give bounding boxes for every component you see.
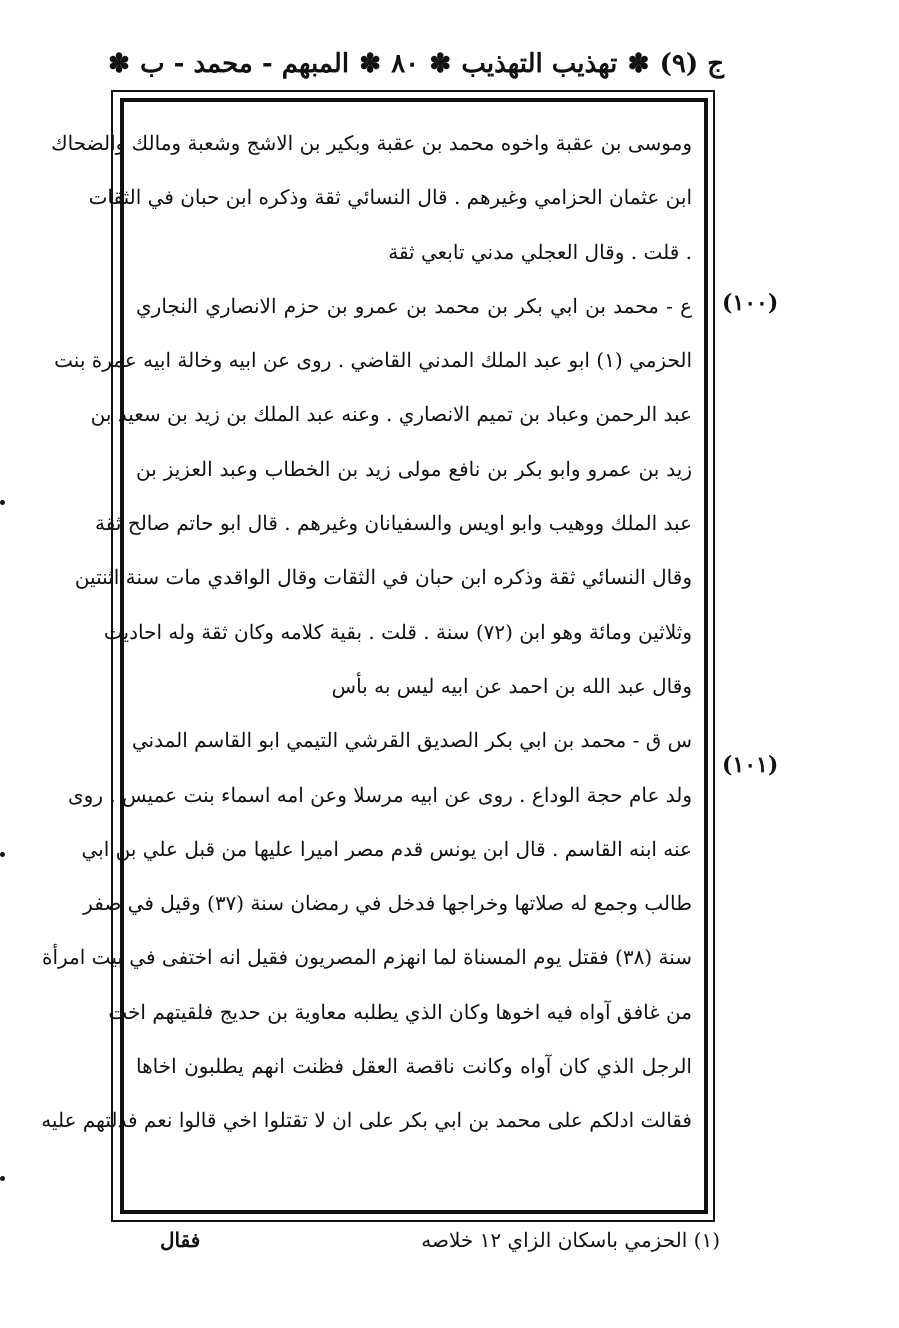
footnote: (١) الحزمي باسكان الزاي ١٢ خلاصه (421, 1228, 720, 1252)
text-line: . قلت . وقال العجلي مدني تابعي ثقة (388, 239, 692, 264)
margin-speck (0, 852, 5, 857)
text-line: وثلاثين ومائة وهو ابن (٧٢) سنة . قلت . بقية كلامه وكان ثقة وله احاديث (103, 619, 692, 644)
entry-heading-100: ع - محمد بن ابي بكر بن محمد بن عمرو بن حزم الانصاري النجاري (136, 293, 692, 318)
text-line: فقالت ادلكم على محمد بن ابي بكر على ان لا تقتلوا اخي قالوا نعم فدلتهم عليه (41, 1108, 692, 1133)
text-line: زيد بن عمرو وابو بكر بن نافع مولى زيد بن الخطاب وعبد العزيز بن (136, 456, 693, 481)
ornament-icon: ✽ (108, 49, 130, 79)
text-line: الرجل الذي كان آواه وكانت ناقصة العقل فظنت انهم يطلبون اخاها (136, 1054, 692, 1079)
book-title: تهذيب التهذيب (461, 49, 618, 79)
entry-number-100: (١٠٠) (722, 290, 779, 316)
margin-speck (0, 1176, 5, 1181)
text-line: ولد عام حجة الوداع . روى عن ابيه مرسلا وعن امه اسماء بنت عميس . روى (68, 782, 692, 807)
text-line: وموسى بن عقبة واخوه محمد بن عقبة وبكير بن الاشج وشعبة ومالك والضحاك (51, 131, 692, 155)
ornament-icon: ✽ (359, 49, 382, 79)
catchword: فقال (160, 1228, 201, 1252)
text-line: عنه ابنه القاسم . قال ابن يونس قدم مصر اميرا عليها من قبل علي بن ابي (81, 836, 692, 861)
text-line: طالب وجمع له صلاتها وخراجها فدخل في رمضان سنة (٣٧) وقيل في صفر (83, 891, 692, 916)
entry-heading-101: س ق - محمد بن ابي بكر الصديق القرشي التيمي ابو القاسم المدني (131, 728, 692, 753)
text-line: من غافق آواه فيه اخوها وكان الذي يطلبه معاوية بن حديج فلقيتهم اخت (108, 999, 692, 1024)
ornament-icon: ✽ (429, 49, 452, 79)
text-line: عبد الرحمن وعباد بن تميم الانصاري . وعنه عبد الملك بن زيد بن سعيد بن (90, 402, 692, 427)
text-line: الحزمي (١) ابو عبد الملك المدني القاضي . روى عن ابيه وخالة ابيه عمرة بنت (54, 348, 692, 373)
section-label: المبهم - محمد - ب (140, 49, 350, 79)
text-line: وقال النسائي ثقة وذكره ابن حبان في الثقات وقال الواقدي مات سنة اثنتين (74, 565, 692, 590)
text-line: عبد الملك ووهيب وابو اويس والسفيانان وغيرهم . قال ابو حاتم صالح ثقة (95, 511, 692, 536)
volume-label: ج (٩) (659, 49, 724, 79)
text-line: وقال عبد الله بن احمد عن ابيه ليس به بأس (331, 673, 692, 698)
entry-number-101: (١٠١) (722, 752, 779, 778)
text-line: ابن عثمان الحزامي وغيرهم . قال النسائي ثقة وذكره ابن حبان في الثقات (88, 185, 692, 210)
main-text (41, 116, 693, 1216)
margin-speck (0, 500, 5, 505)
text-line: سنة (٣٨) فقتل يوم المسناة لما انهزم المصريون فقيل انه اختفى في بيت امرأة (41, 945, 692, 970)
page-number: ٨٠ (391, 49, 420, 79)
page-header (108, 44, 724, 84)
ornament-icon: ✽ (627, 49, 650, 79)
